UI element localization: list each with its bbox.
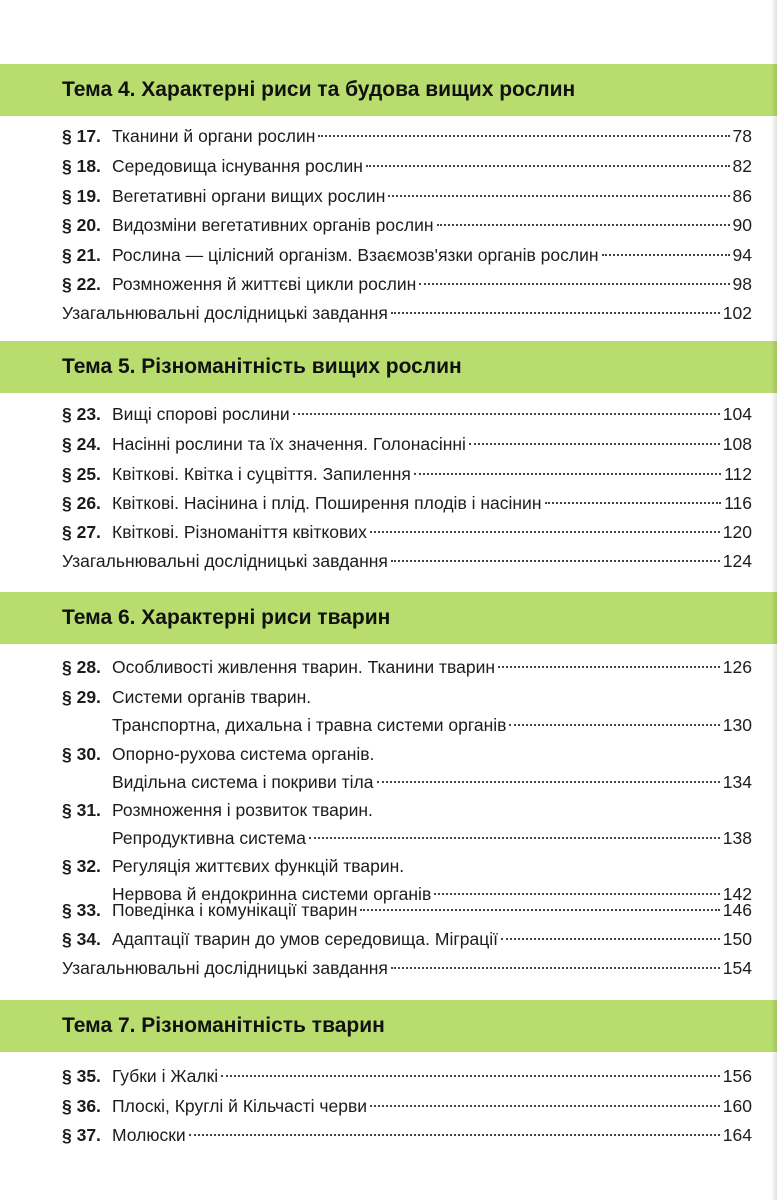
page-number: 112 — [724, 464, 752, 484]
leader-dots — [377, 780, 720, 783]
page-number: 160 — [722, 1096, 752, 1116]
page-number: 142 — [722, 884, 752, 904]
leader-dots — [391, 966, 720, 969]
entry-title: Розмноження і розвиток тварин. — [112, 800, 373, 820]
section-header-topic-4 — [0, 64, 777, 116]
leader-dots — [318, 134, 729, 137]
paragraph-number: § 32. — [62, 856, 101, 876]
leader-dots — [360, 908, 719, 911]
toc-entry[interactable] — [62, 796, 752, 852]
paragraph-number: § 35. — [62, 1066, 101, 1086]
entry-title: Квіткові. Квітка і суцвіття. Запилення — [112, 464, 411, 484]
page-number: 130 — [722, 715, 752, 735]
entry-title: Особливості живлення тварин. Тканини тварин — [112, 657, 496, 677]
leader-dots — [221, 1074, 720, 1077]
leader-dots — [309, 836, 720, 839]
paragraph-number: § 24. — [62, 434, 101, 454]
paragraph-number: § 17. — [62, 126, 101, 146]
toc-entry[interactable] — [62, 1062, 752, 1090]
entry-title: Узагальнювальні дослідницькі завдання — [62, 958, 388, 978]
entry-title: Вегетативні органи вищих рослин — [112, 186, 386, 206]
paragraph-number: § 33. — [62, 900, 101, 920]
paragraph-number: § 18. — [62, 156, 101, 176]
leader-dots — [501, 937, 720, 940]
toc-entry[interactable] — [62, 954, 752, 982]
page-number: 150 — [722, 929, 752, 949]
toc-entry[interactable] — [62, 299, 752, 327]
paragraph-number: § 21. — [62, 245, 101, 265]
leader-dots — [293, 412, 720, 415]
toc-entry[interactable] — [62, 653, 752, 681]
toc-entry[interactable] — [62, 896, 752, 924]
toc-entry[interactable] — [62, 518, 752, 546]
leader-dots — [189, 1133, 720, 1136]
entry-title: Середовища існування рослин — [112, 156, 363, 176]
page-number: 124 — [722, 551, 752, 571]
section-title: Тема 7. Різноманітність тварин — [62, 1014, 385, 1037]
page-number: 82 — [732, 156, 752, 176]
leader-dots — [419, 282, 729, 285]
section-header-topic-6 — [0, 592, 777, 644]
entry-title: Узагальнювальні дослідницькі завдання — [62, 551, 388, 571]
leader-dots — [602, 253, 730, 256]
paragraph-number: § 27. — [62, 522, 101, 542]
toc-entry[interactable] — [62, 460, 752, 488]
toc-entry[interactable] — [62, 740, 752, 796]
entry-title-continuation: Транспортна, дихальна і травна системи органів — [112, 715, 507, 735]
entry-title: Розмноження й життєві цикли рослин — [112, 274, 417, 294]
leader-dots — [366, 164, 730, 167]
page-number: 90 — [732, 215, 752, 235]
leader-dots — [414, 472, 721, 475]
toc-entry[interactable] — [62, 683, 752, 739]
entry-title: Вищі спорові рослини — [112, 404, 290, 424]
page-number: 108 — [722, 434, 752, 454]
toc-entry[interactable] — [62, 182, 752, 210]
paragraph-number: § 26. — [62, 493, 101, 513]
section-header-topic-7 — [0, 1000, 777, 1052]
paragraph-number: § 37. — [62, 1125, 101, 1145]
paragraph-number: § 31. — [62, 800, 101, 820]
page-number: 104 — [722, 404, 752, 424]
leader-dots — [437, 223, 730, 226]
leader-dots — [391, 559, 720, 562]
toc-entry[interactable] — [62, 122, 752, 150]
paragraph-number: § 25. — [62, 464, 101, 484]
section-title: Тема 4. Характерні риси та будова вищих рослин — [62, 78, 576, 101]
page-number: 126 — [722, 657, 752, 677]
toc-entry[interactable] — [62, 925, 752, 953]
entry-title: Насінні рослини та їх значення. Голонасінні — [112, 434, 466, 454]
page-edge-shadow — [771, 0, 777, 1200]
paragraph-number: § 34. — [62, 929, 101, 949]
section-title: Тема 6. Характерні риси тварин — [62, 606, 391, 629]
section-header-topic-5 — [0, 341, 777, 393]
entry-title: Опорно-рухова система органів. — [112, 744, 375, 764]
entry-title: Молюски — [112, 1125, 186, 1145]
toc-entry[interactable] — [62, 547, 752, 575]
entry-title: Тканини й органи рослин — [112, 126, 316, 146]
page-number: 146 — [722, 900, 752, 920]
leader-dots — [370, 530, 720, 533]
page-number: 154 — [722, 958, 752, 978]
toc-entry[interactable] — [62, 241, 752, 269]
page-number: 102 — [722, 303, 752, 323]
toc-entry[interactable] — [62, 270, 752, 298]
entry-title-continuation: Нервова й ендокринна системи органів — [112, 884, 432, 904]
page-number: 138 — [722, 828, 752, 848]
leader-dots — [545, 501, 722, 504]
entry-title: Квіткові. Різноманіття квіткових — [112, 522, 367, 542]
paragraph-number: § 19. — [62, 186, 101, 206]
page-number: 94 — [732, 245, 752, 265]
page-number: 164 — [722, 1125, 752, 1145]
toc-entry[interactable] — [62, 400, 752, 428]
leader-dots — [391, 311, 720, 314]
entry-title: Узагальнювальні дослідницькі завдання — [62, 303, 388, 323]
toc-entry[interactable] — [62, 1121, 752, 1149]
page-number: 98 — [732, 274, 752, 294]
entry-title-continuation: Видільна система і покриви тіла — [112, 772, 374, 792]
page-number: 116 — [724, 493, 752, 513]
toc-entry[interactable] — [62, 211, 752, 239]
entry-title-continuation: Репродуктивна система — [112, 828, 306, 848]
toc-entry[interactable] — [62, 430, 752, 458]
toc-entry[interactable] — [62, 152, 752, 180]
entry-title: Поведінка і комунікації тварин — [112, 900, 358, 920]
entry-title: Видозміни вегетативних органів рослин — [112, 215, 434, 235]
page-number: 86 — [732, 186, 752, 206]
paragraph-number: § 20. — [62, 215, 101, 235]
leader-dots — [388, 194, 729, 197]
paragraph-number: § 22. — [62, 274, 101, 294]
paragraph-number: § 36. — [62, 1096, 101, 1116]
leader-dots — [434, 892, 720, 895]
section-title: Тема 5. Різноманітність вищих рослин — [62, 355, 462, 378]
paragraph-number: § 28. — [62, 657, 101, 677]
leader-dots — [509, 723, 719, 726]
page-number: 134 — [722, 772, 752, 792]
leader-dots — [370, 1104, 720, 1107]
leader-dots — [498, 665, 720, 668]
entry-title: Системи органів тварин. — [112, 687, 312, 707]
entry-title: Квіткові. Насінина і плід. Поширення плодів і насінин — [112, 493, 542, 513]
leader-dots — [469, 442, 720, 445]
paragraph-number: § 30. — [62, 744, 101, 764]
toc-entry[interactable] — [62, 489, 752, 517]
paragraph-number: § 29. — [62, 687, 101, 707]
entry-title: Губки і Жалкі — [112, 1066, 219, 1086]
entry-title: Рослина — цілісний організм. Взаємозв'язки органів рослин — [112, 245, 599, 265]
entry-title: Плоскі, Круглі й Кільчасті черви — [112, 1096, 368, 1116]
paragraph-number: § 23. — [62, 404, 101, 424]
entry-title: Регуляція життєвих функцій тварин. — [112, 856, 405, 876]
page-number: 120 — [722, 522, 752, 542]
page-number: 78 — [732, 126, 752, 146]
page-number: 156 — [722, 1066, 752, 1086]
entry-title: Адаптації тварин до умов середовища. Міграції — [112, 929, 498, 949]
toc-entry[interactable] — [62, 1092, 752, 1120]
